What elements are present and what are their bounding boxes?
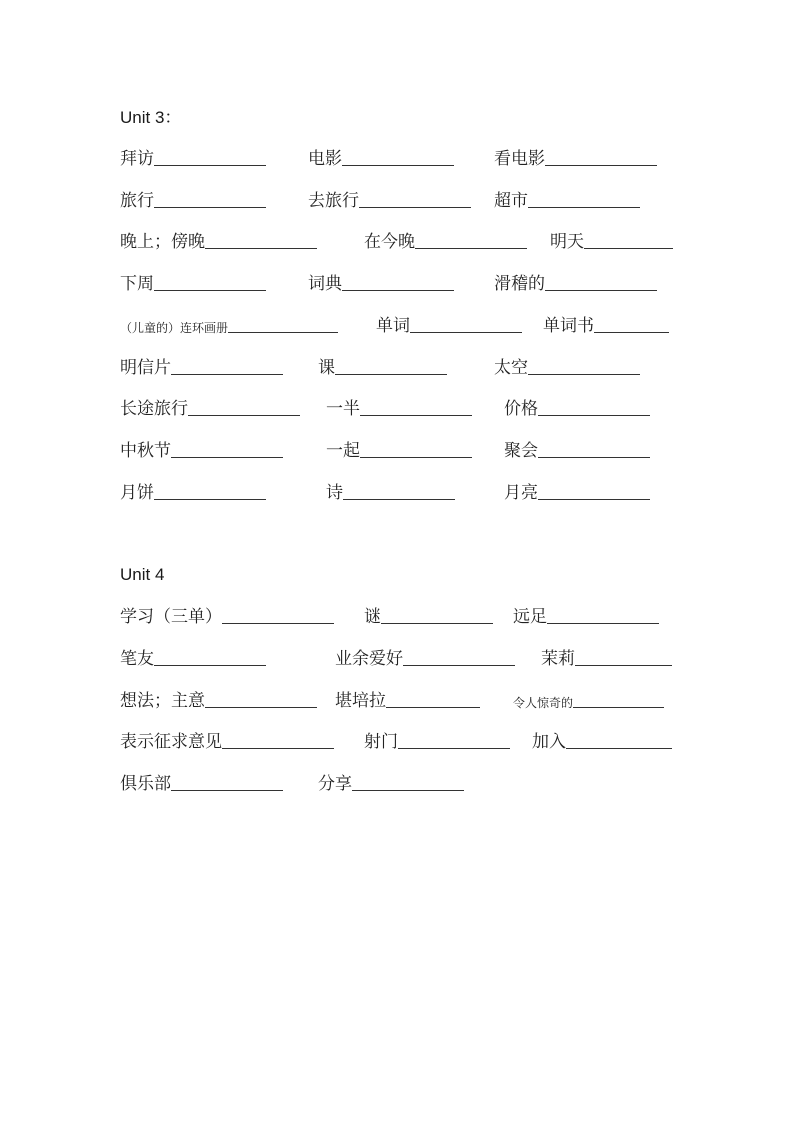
vocab-label: 笔友 [120,649,154,669]
vocab-item [120,273,266,295]
vocab-label: 滑稽的 [494,274,545,294]
vocab-item [494,357,640,379]
vocab-item [120,773,283,795]
answer-blank[interactable] [171,456,283,458]
vocab-item [494,190,640,212]
answer-blank[interactable] [547,622,659,624]
answer-blank[interactable] [410,331,522,333]
vocab-item [308,273,454,295]
answer-blank[interactable] [222,747,334,749]
vocab-label: 明信片 [120,358,171,378]
vocab-label: 单词 [376,316,410,336]
vocab-label: 中秋节 [120,441,171,461]
answer-blank[interactable] [360,414,472,416]
answer-blank[interactable] [528,206,640,208]
vocab-label: 堪培拉 [335,691,386,711]
answer-blank[interactable] [171,373,283,375]
answer-blank[interactable] [538,456,650,458]
vocab-item [513,606,659,628]
vocab-label: 太空 [494,358,528,378]
vocab-item [335,648,515,670]
answer-blank[interactable] [205,706,317,708]
vocab-label: 明天 [550,232,584,252]
answer-blank[interactable] [171,789,283,791]
vocab-label: 单词书 [543,316,594,336]
vocab-item [120,606,334,628]
vocab-label: 下周 [120,274,154,294]
vocab-label: 业余爱好 [335,649,403,669]
vocab-label: 月饼 [120,483,154,503]
vocab-label: 电影 [308,149,342,169]
vocab-label: 词典 [308,274,342,294]
vocab-item [120,398,300,420]
answer-blank[interactable] [386,706,480,708]
answer-blank[interactable] [545,164,657,166]
vocab-label: 旅行 [120,191,154,211]
vocab-item [532,731,672,753]
vocab-item [120,148,266,170]
vocab-label: 表示征求意见 [120,732,222,752]
vocab-item [364,231,527,253]
vocab-item [308,148,454,170]
answer-blank[interactable] [573,706,664,708]
answer-blank[interactable] [528,373,640,375]
vocab-item [120,315,338,337]
vocab-item [376,315,522,337]
vocab-item [318,773,464,795]
vocab-label: 谜 [364,607,381,627]
vocab-label: 长途旅行 [120,399,188,419]
answer-blank[interactable] [352,789,464,791]
vocab-label: 分享 [318,774,352,794]
answer-blank[interactable] [359,206,471,208]
vocab-label: 远足 [513,607,547,627]
vocab-item [541,648,672,670]
vocab-label: 俱乐部 [120,774,171,794]
vocab-label: 在今晚 [364,232,415,252]
answer-blank[interactable] [584,247,673,249]
vocab-item [120,690,317,712]
vocab-label: （儿童的）连环画册 [120,321,229,335]
vocab-item [318,357,447,379]
answer-blank[interactable] [403,664,515,666]
answer-blank[interactable] [342,289,454,291]
vocab-item [494,273,657,295]
vocab-label: 晚上；傍晚 [120,232,205,252]
vocab-item [326,398,472,420]
vocab-item [513,690,664,712]
vocab-label: 超市 [494,191,528,211]
vocab-label: 加入 [532,732,566,752]
vocab-label: 看电影 [494,149,545,169]
vocab-item [504,440,650,462]
vocab-item [550,231,673,253]
vocab-label: 想法；主意 [120,691,205,711]
answer-blank[interactable] [154,164,266,166]
answer-blank[interactable] [343,498,455,500]
answer-blank[interactable] [228,331,338,333]
vocab-label: 令人惊奇的 [513,696,574,710]
vocab-label: 学习（三单） [120,607,222,627]
vocab-item [326,482,455,504]
answer-blank[interactable] [154,498,266,500]
answer-blank[interactable] [415,247,527,249]
answer-blank[interactable] [205,247,317,249]
vocab-item [335,690,480,712]
answer-blank[interactable] [594,331,669,333]
vocab-label: 聚会 [504,441,538,461]
vocab-label: 一半 [326,399,360,419]
answer-blank[interactable] [538,414,650,416]
vocab-item [364,606,493,628]
answer-blank[interactable] [154,664,266,666]
vocab-item [364,731,510,753]
answer-blank[interactable] [575,664,672,666]
vocab-label: 拜访 [120,149,154,169]
answer-blank[interactable] [360,456,472,458]
vocab-label: 茉莉 [541,649,575,669]
vocab-item [120,731,334,753]
vocab-label: 价格 [504,399,538,419]
answer-blank[interactable] [538,498,650,500]
answer-blank[interactable] [398,747,510,749]
vocab-label: 一起 [326,441,360,461]
vocab-item [504,482,650,504]
vocab-item [326,440,472,462]
vocab-item [308,190,471,212]
answer-blank[interactable] [335,373,447,375]
vocab-label: 诗 [326,483,343,503]
vocab-item [494,148,657,170]
answer-blank[interactable] [381,622,493,624]
answer-blank[interactable] [342,164,454,166]
vocab-label: 射门 [364,732,398,752]
vocab-label: 月亮 [504,483,538,503]
vocab-item [120,482,266,504]
vocab-item [504,398,650,420]
answer-blank[interactable] [154,289,266,291]
answer-blank[interactable] [222,622,334,624]
vocab-item [120,357,283,379]
vocab-item [120,231,317,253]
vocab-label: 去旅行 [308,191,359,211]
vocab-item [120,648,266,670]
unit-4-title: Unit 4 [120,565,165,584]
vocab-item [543,315,669,337]
vocab-label: 课 [318,358,335,378]
vocab-item [120,440,283,462]
unit-3-title: Unit 3： [120,108,182,127]
answer-blank[interactable] [566,747,672,749]
vocab-item [120,190,266,212]
answer-blank[interactable] [188,414,300,416]
answer-blank[interactable] [154,206,266,208]
answer-blank[interactable] [545,289,657,291]
